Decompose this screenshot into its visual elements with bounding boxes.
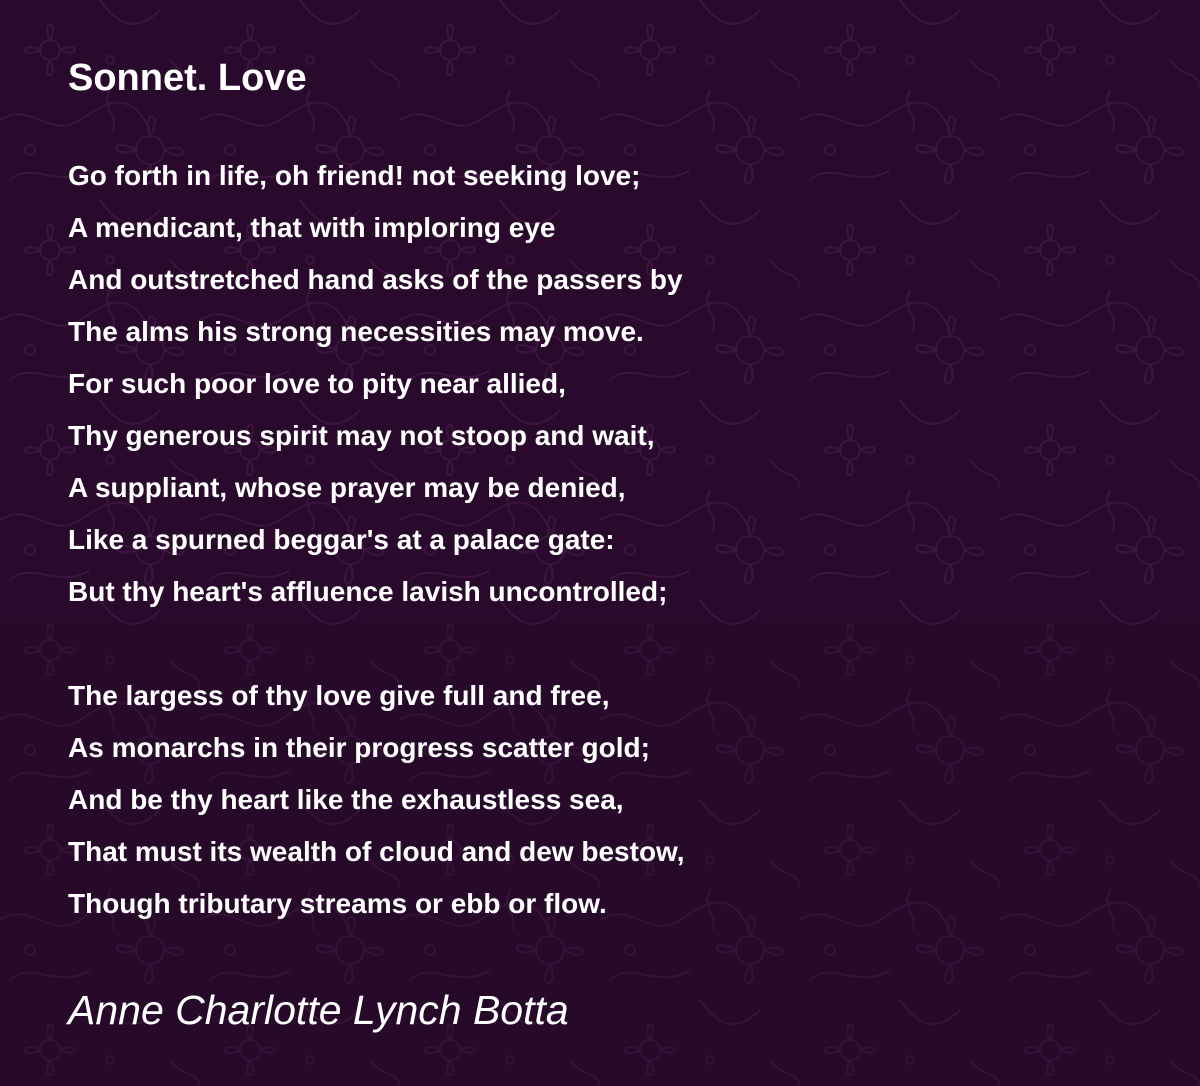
poem-line: The alms his strong necessities may move. xyxy=(68,316,644,347)
stanza-1 xyxy=(68,150,683,618)
poem-line: Go forth in life, oh friend! not seeking love; xyxy=(68,160,641,191)
poem-line: As monarchs in their progress scatter gold; xyxy=(68,732,650,763)
poem-line: The largess of thy love give full and free, xyxy=(68,680,610,711)
poem-line: And outstretched hand asks of the passers by xyxy=(68,264,683,295)
poem-line: That must its wealth of cloud and dew bestow, xyxy=(68,836,685,867)
poem-line: Thy generous spirit may not stoop and wait, xyxy=(68,420,655,451)
poem-line: A suppliant, whose prayer may be denied, xyxy=(68,472,626,503)
poem-line: A mendicant, that with imploring eye xyxy=(68,212,556,243)
poem-line: For such poor love to pity near allied, xyxy=(68,368,566,399)
poem-line: Though tributary streams or ebb or flow. xyxy=(68,888,607,919)
poem-line: And be thy heart like the exhaustless sea, xyxy=(68,784,624,815)
stanza-2 xyxy=(68,670,685,930)
poem-author: Anne Charlotte Lynch Botta xyxy=(68,987,569,1033)
poem-line: Like a spurned beggar's at a palace gate: xyxy=(68,524,615,555)
poem-line: But thy heart's affluence lavish uncontrolled; xyxy=(68,576,668,607)
poem-title: Sonnet. Love xyxy=(68,57,307,99)
